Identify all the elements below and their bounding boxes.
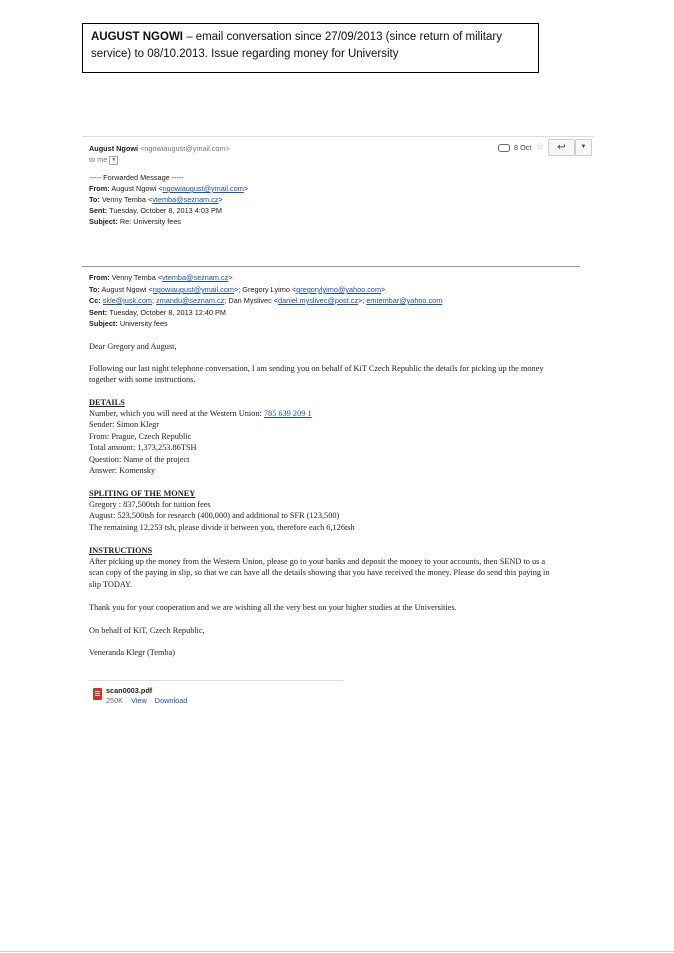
sender-email: <ngowiaugust@ymail.com> — [140, 144, 230, 153]
orig-subject-line — [89, 319, 168, 328]
attachment-filename[interactable]: scan0003.pdf — [106, 686, 153, 695]
sender-name[interactable]: August Ngowi — [89, 144, 139, 153]
intro-line-2: together with some instructions. — [89, 375, 196, 384]
orig-cc-label: Cc: — [89, 296, 101, 305]
fwd-to-label: To: — [89, 195, 100, 204]
western-union-number[interactable]: 785 639 209 1 — [263, 409, 312, 418]
split-line-1: Gregory : 837,500tsh for tuition fees — [89, 500, 211, 509]
cc-email-3[interactable]: daniel.myslivec@post.cz — [278, 296, 359, 305]
details-toggle-icon[interactable]: ▼ — [109, 156, 118, 165]
fwd-from-label: From: — [89, 184, 110, 193]
instructions-heading: INSTRUCTIONS — [89, 546, 153, 555]
pdf-file-icon — [93, 688, 102, 700]
fwd-to-end: > — [218, 195, 223, 204]
fwd-sent-label: Sent: — [89, 206, 108, 215]
fwd-to-name: Venny Temba < — [101, 195, 153, 204]
orig-sent-line — [89, 308, 226, 317]
caption-text: – email conversation since 27/09/2013 (since return of military service) to 08/10.2013. Issue regarding money for University — [91, 31, 502, 60]
message-date: 8 Oct — [514, 143, 532, 152]
attachment-size: 250K — [106, 696, 124, 705]
recipient-line — [89, 155, 118, 165]
date-area — [498, 142, 544, 153]
attachment-meta — [106, 696, 187, 705]
fwd-from-end: > — [243, 184, 249, 193]
orig-from-email[interactable]: vtemba@seznam.cz — [162, 273, 229, 282]
reply-icon: ↩ — [557, 142, 566, 153]
fwd-subject-label: Subject: — [89, 217, 118, 226]
fwd-from-line — [89, 184, 248, 193]
orig-sent-value: Tuesday, October 8, 2013 12:40 PM — [109, 308, 226, 317]
caption-name: AUGUST NGOWI — [91, 31, 183, 43]
orig-to-label: To: — [89, 285, 100, 294]
attachment-clip-icon — [498, 144, 510, 152]
western-union-number-line — [89, 408, 312, 419]
orig-subject-value: University fees — [119, 319, 168, 328]
caption-box — [82, 23, 539, 73]
sender-detail: Sender: Simon Klegr — [89, 420, 160, 429]
reply-button[interactable] — [548, 139, 575, 156]
page-bottom-border — [0, 951, 674, 952]
cc-email-2[interactable]: zmandu@seznam.cz — [156, 296, 225, 305]
fwd-from-name: August Ngowi < — [111, 184, 163, 193]
orig-to-mid: >; Gregory Lyimo < — [233, 285, 297, 294]
orig-sent-label: Sent: — [89, 308, 108, 317]
attachment-divider — [89, 680, 343, 681]
fwd-subject-line — [89, 217, 181, 226]
attachment-view-link[interactable]: View — [131, 696, 147, 705]
cc-sep-2: >; — [358, 296, 367, 305]
split-line-2: August: 523,500tsh for research (400,000) and additional to SFR (123,500) — [89, 511, 340, 520]
orig-to-email1[interactable]: ngowiaugust@ymail.com — [152, 285, 234, 294]
orig-from-end: > — [228, 273, 233, 282]
more-actions-button[interactable] — [575, 139, 592, 156]
intro-line-1: Following our last night telephone conversation, I am sending you on behalf of KiT Czech Republic the details for picking up the money — [89, 364, 544, 373]
number-label: Number, which you will need at the Western Union: — [89, 409, 264, 418]
instructions-line-3: slip TODAY. — [89, 580, 133, 589]
instructions-line-1: After picking up the money from the Western Union, please go to your banks and deposit the money to your accounts, then SEND to us a — [89, 557, 546, 566]
question-detail: Question: Name of the project — [89, 455, 190, 464]
divider — [82, 136, 594, 137]
attachment-download-link[interactable]: Download — [154, 696, 188, 705]
signature: Veneranda Klegr (Temba) — [89, 648, 176, 657]
instructions-line-2: scan copy of the paying in slip, so that we can have all the details showing that you have received the money. Please do send this paying in — [89, 568, 550, 577]
orig-to-email2[interactable]: gregorylyimo@yahoo.com — [296, 285, 382, 294]
origin-detail: From: Prague, Czech Republic — [89, 432, 192, 441]
splitting-heading: SPLITING OF THE MONEY — [89, 489, 196, 498]
orig-from-name: Venny Temba < — [111, 273, 163, 282]
answer-detail: Answer: Komensky — [89, 466, 156, 475]
orig-cc-line — [89, 296, 442, 305]
cc-mid: ; Dan Myslivec < — [224, 296, 279, 305]
orig-to-end: > — [381, 285, 386, 294]
behalf-line: On behalf of KiT, Czech Republic, — [89, 626, 205, 635]
quote-separator — [82, 266, 580, 267]
orig-to-name1: August Ngowi < — [101, 285, 153, 294]
to-me-label: to me — [89, 155, 108, 164]
orig-to-line — [89, 285, 385, 294]
chevron-down-icon: ▼ — [580, 144, 587, 150]
fwd-from-email[interactable]: ngowiaugust@ymail.com — [162, 184, 244, 193]
cc-sep-1: ; — [151, 296, 157, 305]
total-amount: Total amount: 1,373,253.86TSH — [89, 443, 197, 452]
fwd-subject-value: Re: University fees — [119, 217, 182, 226]
sender-line — [89, 144, 230, 153]
split-line-3: The remaining 12,253 tsh, please divide it between you, therefore each 6,126tsh — [89, 523, 355, 532]
orig-from-line — [89, 273, 233, 282]
orig-subject-label: Subject: — [89, 319, 118, 328]
fwd-sent-line — [89, 206, 222, 215]
star-icon[interactable]: ☆ — [535, 142, 545, 153]
details-heading: DETAILS — [89, 398, 125, 407]
fwd-to-email[interactable]: vtemba@seznam.cz — [152, 195, 219, 204]
thanks-line: Thank you for your cooperation and we are wishing all the very best on your higher studies at the Universities. — [89, 603, 457, 612]
orig-from-label: From: — [89, 273, 110, 282]
greeting: Dear Gregory and August, — [89, 342, 177, 351]
fwd-sent-value: Tuesday, October 8, 2013 4:03 PM — [109, 206, 222, 215]
fwd-to-line — [89, 195, 223, 204]
cc-email-1[interactable]: skle@jusk.com — [102, 296, 152, 305]
forwarded-header: ----- Forwarded Message ----- — [89, 173, 184, 182]
cc-email-4[interactable]: emtembar@yahoo.com — [366, 296, 443, 305]
